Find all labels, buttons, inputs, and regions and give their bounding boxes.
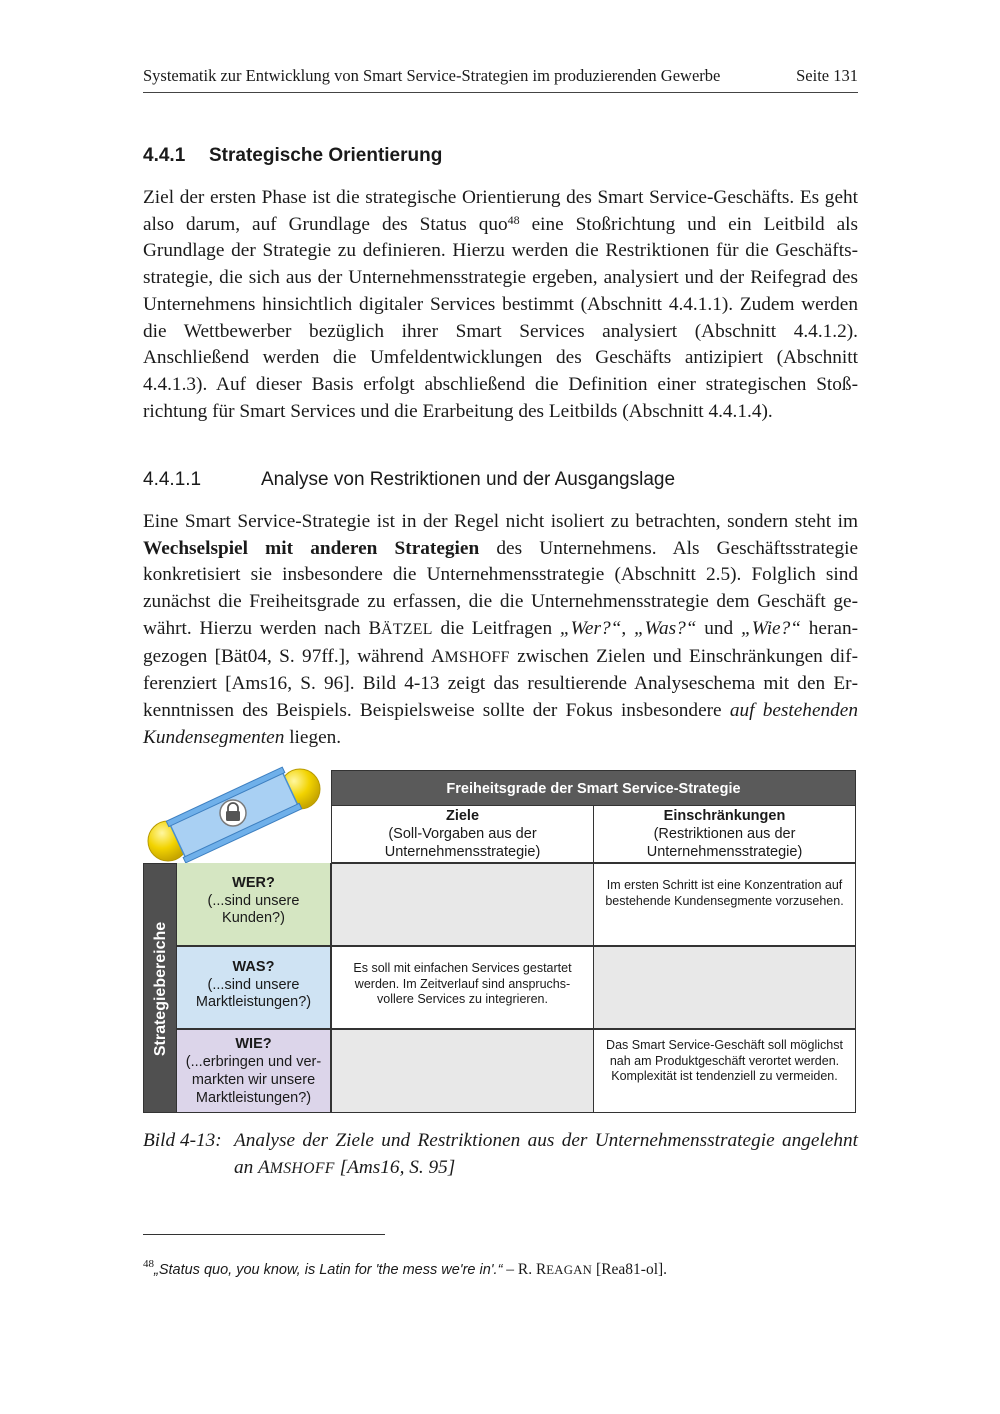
running-header [143,66,858,93]
side-label: Strategiebereiche [152,921,169,1057]
author-baetzel [368,617,433,639]
row-was-title: WAS? [232,959,275,975]
footnote-number: 48 [143,1258,154,1270]
cell-wie-ziele [331,1029,594,1113]
footnote-author-initial: R [536,1261,547,1278]
row-wie-sub: (...erbringen und vermarkten wir unsere Marktleistungen?) [185,1054,322,1106]
subsection-title: Analyse von Restriktionen und der Ausgangslage [261,469,676,490]
subsection-heading [143,469,675,491]
caption-text-a: Analyse der Ziele und Restriktionen aus der Unternehmensstrategie angelehnt an [234,1130,858,1178]
author-baetzel-rest: ÄTZEL [381,620,433,638]
footnote-author [536,1263,592,1277]
row-was-sub: (...sind unsere Marktleistungen?) [195,976,312,1010]
p2-text-a: Eine Smart Service-Strategie ist in der Regel nicht isoliert zu betrachten, sondern steht im [143,511,858,532]
column-header-einschraenkungen [593,806,856,863]
author-amshoff [430,645,510,667]
author-amshoff-rest: MSHOFF [444,648,510,666]
cell-was-einschraenkungen [593,946,856,1029]
p2-text-c: die Leitfragen [432,617,560,639]
p2-and: und [696,617,741,639]
cell-wie-einschraenkungen: Das Smart Service-Geschäft soll möglichst nah am Produktgeschäft verortet werden. Komplexität ist tendenziell zu vermeiden. [593,1029,856,1113]
question-was: „Was?“ [633,617,697,639]
p2-italic: auf bestehenden Kundensegmenten [143,699,858,748]
row-wer-sub: (...sind unsere Kunden?) [207,892,300,926]
p1-text-b: eine Stoßrichtung und ein Leitbild als Grundlage der Strategie zu definieren. Hierzu werden die Restriktionen für die Geschäftsstrategie, die sich aus der Unternehmensstrategie ergeben, analysiert und der Reifegrad des Unternehmens hinsichtlich digitaler Services bestimmt (Abschnitt 4.4.1.1). Zudem werden die Wettbewerber bezüglich ihrer Smart Services analysiert (Abschnitt 4.4.1.2). Anschließend werden die Umfeldentwicklungen des Geschäfts antizipiert (Abschnitt 4.4.1.3). Auf dieser Basis erfolgt abschließend die Definition einer strategischen Stoßrichtung für Smart Services und die Erarbeitung des Leitbilds (Abschnitt 4.4.1.4). [143,213,859,422]
footnote-ref-48[interactable]: 48 [507,212,520,227]
p2-text-b: des Unternehmens. Als Geschäftsstrategie konkretisiert sie insbesondere die Unternehmensstrategie (Abschnitt 2.5). Folglich sind zunächst die Freiheitsgrade zu erfassen, die die Unternehmensstrategie dem Geschäft gewährt. Hierzu werden nach [143,537,859,639]
caption-author [258,1157,335,1178]
p2-text-d: herangezogen [Bät04, S. 97ff.], während [143,617,859,667]
row-wer-title: WER? [232,875,275,891]
p2-text-e: zwischen Zielen und Einschränkungen differenziert [Ams16, S. 96]. Bild 4-13 zeigt das resultierende Analyseschema mit den Erkenntnissen des Beispiels. Beispielsweise sollte der Fokus insbesondere [143,645,858,721]
p2-bold: Wechselspiel mit anderen Strategien [143,537,480,559]
cell-wer-einschraenkungen: Im ersten Schritt ist eine Konzentration auf bestehende Kundensegmente vorzusehen. [593,863,856,946]
row-label-wer [177,863,331,946]
paragraph-analysis [143,509,858,751]
footnote-divider [143,1234,385,1235]
section-number: 4.4.1 [143,145,186,166]
row-label-was [177,946,331,1029]
side-bar-strategiebereiche [143,863,177,1113]
cell-was-ziele: Es soll mit einfachen Services gestartet werden. Im Zeitverlauf sind anspruchsvollere Services zu integrieren. [331,946,594,1029]
section-heading [143,145,442,167]
footnote-ref: [Rea81-ol]. [592,1261,668,1278]
figure-analysis-scheme [143,765,858,1115]
footnote-48 [143,1258,667,1279]
cell-wer-ziele [331,863,594,946]
col-ziele-title: Ziele [445,808,480,824]
paragraph-intro [143,185,858,425]
caption-author-initial: A [258,1157,270,1178]
header-title: Systematik zur Entwicklung von Smart Service-Strategien im produzierenden Gewerbe [143,66,721,85]
col-einsch-sub: (Restriktionen aus der Unternehmensstrategie) [646,826,803,860]
author-amshoff-initial: A [430,645,445,667]
col-einsch-title: Einschränkungen [663,808,786,824]
row-label-wie [177,1029,331,1113]
column-header-ziele [331,806,594,863]
caption-text-b: [Ams16, S. 95] [334,1157,456,1178]
page-number: Seite 131 [796,66,858,85]
subsection-number: 4.4.1.1 [143,469,202,490]
caption-author-rest: MSHOFF [269,1160,335,1177]
section-title: Strategische Orientierung [209,145,443,166]
p2-sep: , [621,617,634,639]
question-wie: „Wie?“ [740,617,801,639]
question-wer: „Wer?“ [559,617,622,639]
footnote-quote: „Status quo, you know, is Latin for 'the mess we're in'.“ [154,1262,503,1278]
p2-text-f: liegen. [284,726,342,748]
col-ziele-sub: (Soll-Vorgaben aus der Unternehmensstrategie) [384,826,541,860]
caption-label: Bild 4-13: [143,1130,222,1151]
row-wie-title: WIE? [235,1036,272,1052]
footnote-dash: – R. [502,1261,537,1278]
author-baetzel-initial: B [368,617,382,639]
footnote-author-rest: EAGAN [546,1263,593,1277]
p1-text-a: Ziel der ersten Phase ist die strategische Orientierung des Smart Service-Geschäfts. Es geht also darum, auf Grundlage des Status quo [143,187,858,235]
caption-text [234,1127,858,1182]
lock-icon [220,800,246,826]
table-top-header: Freiheitsgrade der Smart Service-Strategie [331,770,856,806]
strategy-logo [143,765,331,865]
